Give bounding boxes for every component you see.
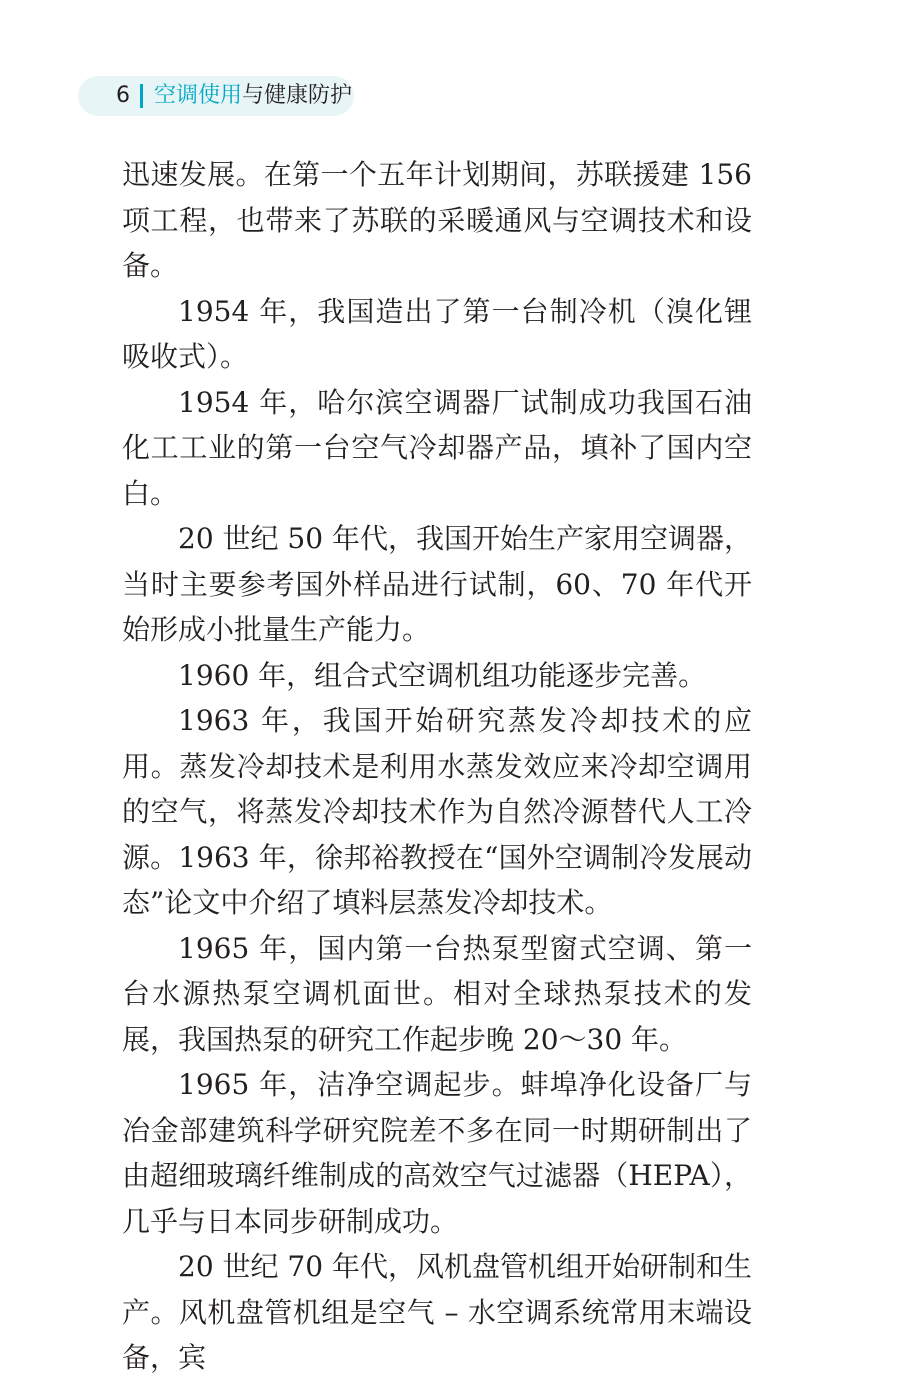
paragraph: 1965 年，国内第一台热泵型窗式空调、第一台水源热泵空调机面世。相对全球热泵技术的发展，我国热泵的研究工作起步晚 20～30 年。 <box>122 931 752 1056</box>
book-title-rest: 与健康防护 <box>242 83 353 108</box>
paragraph: 20 世纪 70 年代，风机盘管机组开始研制和生产。风机盘管机组是空气 – 水空调系统常用末端设备，宾 <box>122 1250 752 1374</box>
body-text <box>122 152 752 1381</box>
paragraph: 1963 年，我国开始研究蒸发冷却技术的应用。蒸发冷却技术是利用水蒸发效应来冷却空调用的空气，将蒸发冷却技术作为自然冷源替代人工冷源。1963 年，徐邦裕教授在“国外空调制冷发展动态”论文中介绍了填料层蒸发冷却技术。 <box>122 704 752 919</box>
paragraph: 1965 年，洁净空调起步。蚌埠净化设备厂与冶金部建筑科学研究院差不多在同一时期研制出了由超细玻璃纤维制成的高效空气过滤器（HEPA），几乎与日本同步研制成功。 <box>122 1068 752 1238</box>
paragraph-continued: 迅速发展。在第一个五年计划期间，苏联援建 156 项工程，也带来了苏联的采暖通风与空调技术和设备。 <box>122 158 752 282</box>
paragraph: 20 世纪 50 年代，我国开始生产家用空调器，当时主要参考国外样品进行试制，60、70 年代开始形成小批量生产能力。 <box>122 522 752 646</box>
paragraph: 1954 年，哈尔滨空调器厂试制成功我国石油化工工业的第一台空气冷却器产品，填补了国内空白。 <box>122 385 752 510</box>
paragraph: 1960 年，组合式空调机组功能逐步完善。 <box>178 658 707 692</box>
paragraph: 1954 年，我国造出了第一台制冷机（溴化锂吸收式）。 <box>122 294 752 373</box>
page-number: 6 <box>116 83 130 108</box>
running-header <box>78 76 354 116</box>
book-title-accent: 空调使用 <box>154 83 243 108</box>
header-divider <box>140 84 143 108</box>
